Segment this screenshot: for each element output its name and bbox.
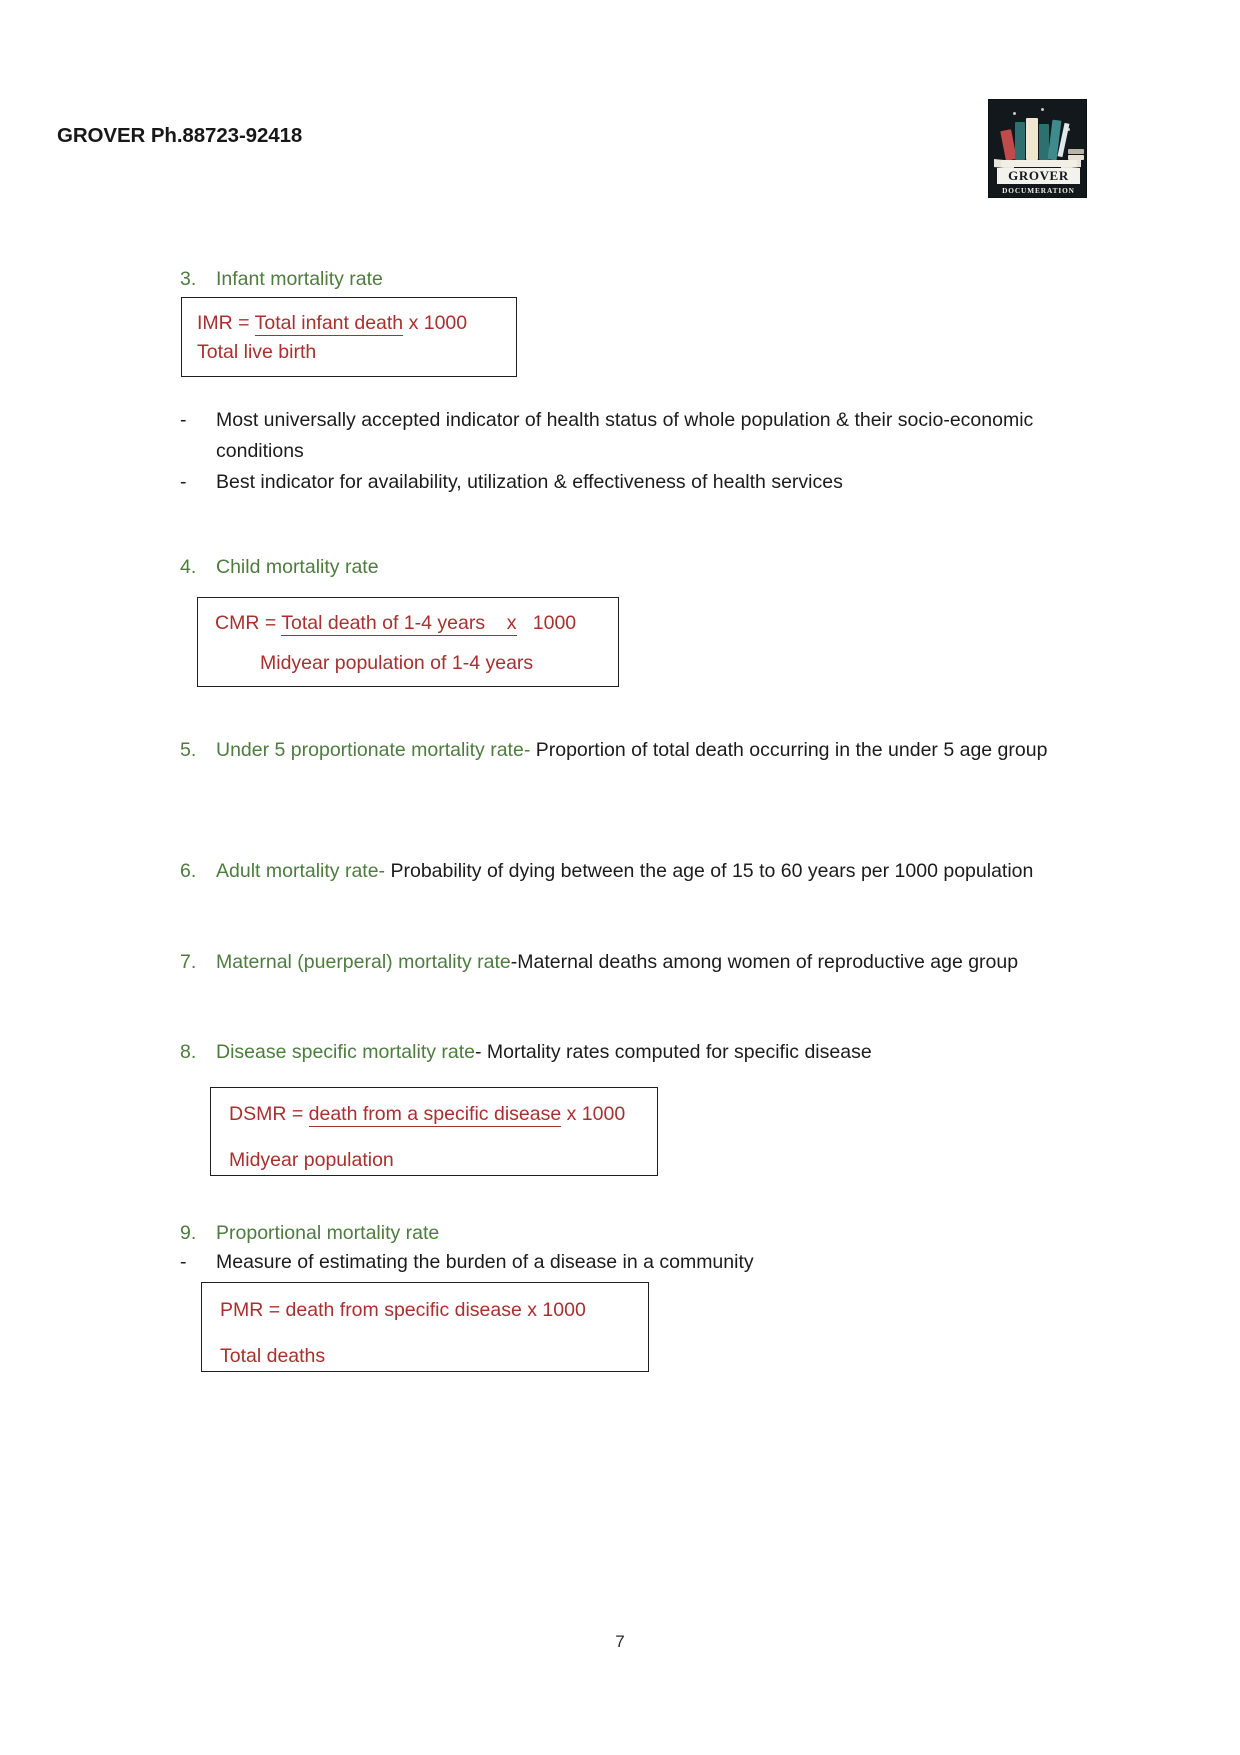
formula-imr-line1 <box>197 312 467 335</box>
bullet-marker: - <box>180 409 187 431</box>
list-item-label: Under 5 proportionate mortality rate- <box>216 739 531 761</box>
list-item-description: - Mortality rates computed for specific disease <box>475 1041 872 1063</box>
formula-pmr-line1: PMR = death from specific disease x 1000 <box>220 1299 586 1321</box>
list-item-7 <box>180 947 1120 977</box>
formula-dsmr-line1 <box>229 1103 625 1126</box>
list-marker: 9. <box>180 1222 197 1244</box>
page-number: 7 <box>615 1632 625 1651</box>
formula-cmr-multiplier: x <box>485 612 517 634</box>
formula-imr-denominator: Total live birth <box>197 341 317 363</box>
bullet-text: Measure of estimating the burden of a disease in a community <box>216 1251 754 1273</box>
header-title: GROVER Ph.88723-92418 <box>57 124 303 147</box>
list-marker: 4. <box>180 556 197 578</box>
list-item-label: Proportional mortality rate <box>216 1222 440 1244</box>
formula-box-cmr <box>197 597 619 687</box>
book-icon <box>1026 118 1038 160</box>
formula-pmr-line2: Total deaths <box>220 1345 326 1367</box>
list-item-label: Child mortality rate <box>216 556 379 578</box>
list-item-description: -Maternal deaths among women of reproductive age group <box>510 951 1019 973</box>
list-item-label: Infant mortality rate <box>216 268 383 290</box>
formula-cmr-factor: 1000 <box>532 612 577 634</box>
list-item-5 <box>180 735 1090 765</box>
book-icon <box>1015 122 1025 160</box>
grover-documeration-logo <box>988 99 1087 198</box>
list-item-9 <box>180 1218 439 1248</box>
list-marker: 5. <box>180 739 197 761</box>
bullet-text-line2: conditions <box>216 440 304 462</box>
bullet-marker: - <box>180 1251 187 1273</box>
formula-cmr-multiplier-tail <box>517 612 533 634</box>
list-marker: 3. <box>180 268 197 290</box>
bullet-marker: - <box>180 471 187 493</box>
list-item-description: Proportion of total death occurring in the under 5 age group <box>530 739 1048 761</box>
formula-box-imr <box>181 297 517 377</box>
list-item-6 <box>180 856 1120 886</box>
book-stack-icon <box>1068 149 1084 154</box>
list-item-label: Disease specific mortality rate <box>216 1041 476 1063</box>
formula-dsmr-denominator: Midyear population <box>229 1149 394 1171</box>
list-marker: 6. <box>180 860 197 882</box>
formula-box-pmr <box>201 1282 649 1372</box>
list-marker: 7. <box>180 951 197 973</box>
logo-wordmark: GROVER <box>997 168 1080 184</box>
list-marker: 8. <box>180 1041 197 1063</box>
list-item-3 <box>180 264 383 294</box>
bullet-pmr-note <box>180 1247 754 1278</box>
formula-cmr-line1 <box>215 612 576 635</box>
list-item-label: Adult mortality rate- <box>216 860 386 882</box>
formula-box-dsmr <box>210 1087 658 1176</box>
logo-subwordmark: DOCUMERATION <box>1002 186 1075 195</box>
formula-dsmr-multiplier: x 1000 <box>561 1103 626 1125</box>
list-item-label: Maternal (puerperal) mortality rate <box>216 951 511 973</box>
formula-imr-numerator: Total infant death <box>254 312 404 334</box>
list-item-description: Probability of dying between the age of 15 to 60 years per 1000 population <box>385 860 1034 882</box>
sparkle-icon <box>1013 112 1016 115</box>
open-book-icon <box>1001 160 1077 167</box>
sparkle-icon <box>1041 108 1044 111</box>
bullet-text-line1: Most universally accepted indicator of health status of whole population & their socio-economic <box>216 409 1034 431</box>
bullet-imr-2 <box>180 467 843 498</box>
bullet-text: Best indicator for availability, utilization & effectiveness of health services <box>216 471 843 493</box>
formula-dsmr-prefix: DSMR = <box>229 1103 309 1125</box>
formula-imr-prefix: IMR = <box>197 312 255 334</box>
formula-cmr-prefix: CMR = <box>215 612 282 634</box>
formula-imr-multiplier: x 1000 <box>403 312 468 334</box>
page-header <box>0 118 1240 228</box>
bullet-imr-1 <box>180 405 1100 467</box>
list-item-8 <box>180 1037 1120 1067</box>
bullet-text <box>216 405 1033 467</box>
formula-cmr-numerator: Total death of 1-4 years <box>281 612 486 634</box>
list-item-4 <box>180 552 379 582</box>
formula-cmr-denominator: Midyear population of 1-4 years <box>260 652 534 674</box>
formula-dsmr-numerator: death from a specific disease <box>308 1103 562 1125</box>
